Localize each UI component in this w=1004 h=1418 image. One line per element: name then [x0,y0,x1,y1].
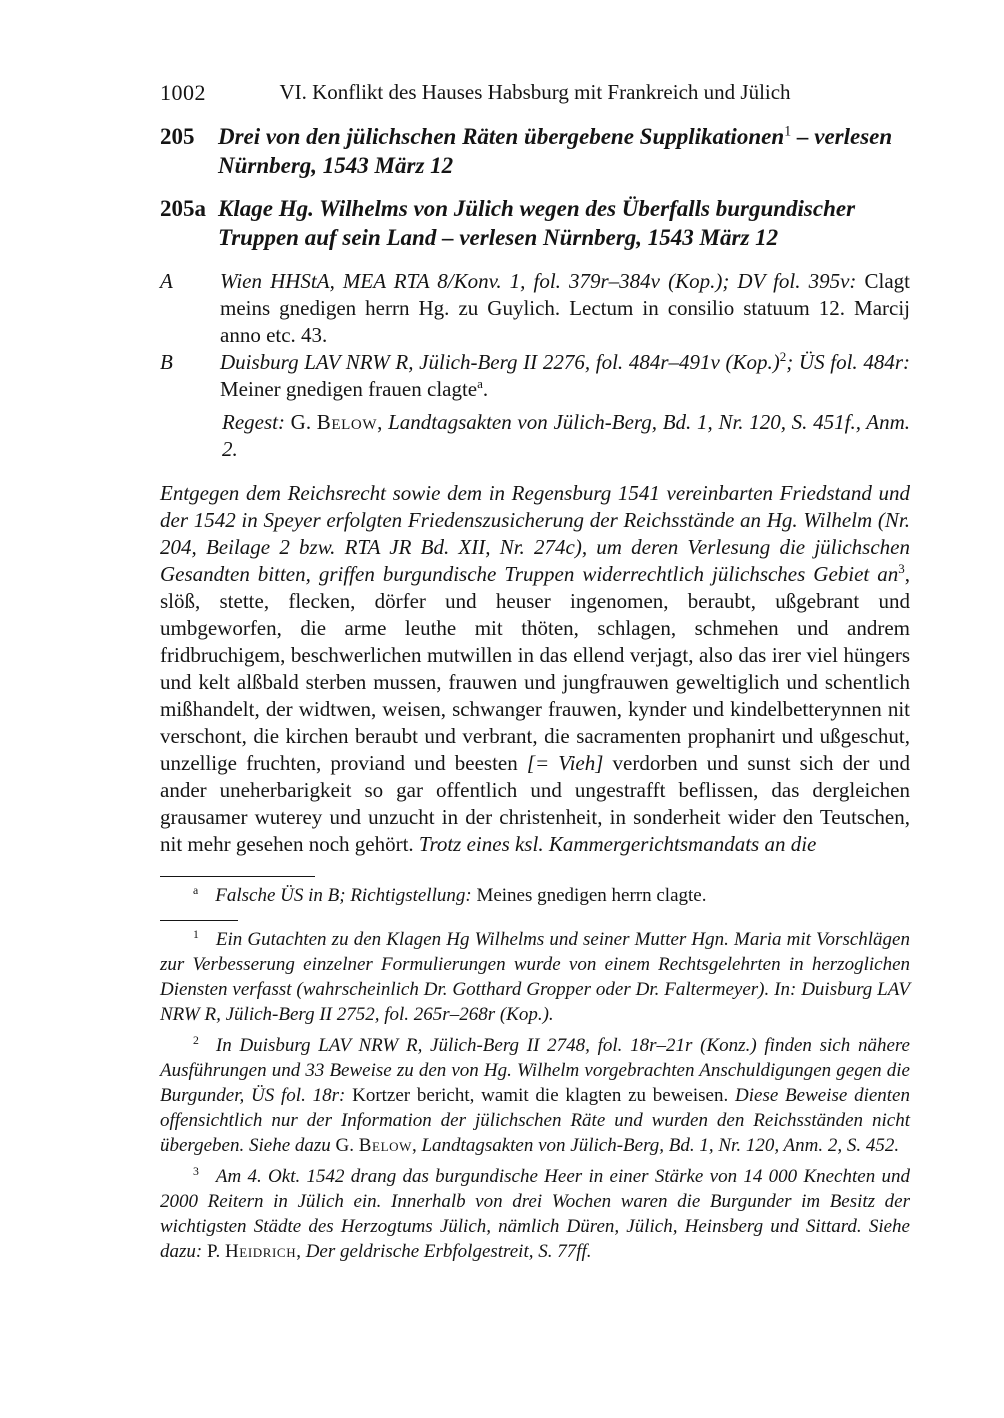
text-run: Der geldrische Erbfolgestreit, S. 77ff. [305,1241,592,1262]
footnote-3 [160,1164,910,1264]
running-head: VI. Konflikt des Hauses Habsburg mit Frankreich und Jülich [279,80,791,104]
text-run: Duisburg LAV NRW R, Jülich-Berg II 2276, fol. 484r–491v (Kop.) [220,350,780,374]
source-list [160,268,910,403]
text-run: Drei von den jülichschen Räten übergebene Supplikationen [218,124,785,149]
footnote-text [160,1166,910,1262]
footnote-a [160,883,910,908]
text-run: In Duisburg LAV NRW R, Jülich-Berg II 2748, fol. 18r–21r (Konz.) finden sich nähere Ausführungen und 33 Beweise zu den von Hg. Wilhelm vorgebrachten Anschuldigungen gegen die Burgunder, ÜS fol. 18r: [160,1035,910,1106]
running-head-row [160,80,910,106]
text-run: Meines gnedigen herrn clagte. [471,885,707,906]
text-run: Clagt meins gnedigen herrn Hg. zu Guylich. Lectum in consilio statuum 12. Marcij anno etc. 43. [220,269,911,347]
text-run: [= Vieh] [526,751,604,775]
entry-title [218,194,910,252]
text-run: , [377,410,389,434]
text-run: Kortzer bericht, wamit die klagten zu beweisen. [345,1085,736,1106]
footnote-1 [160,927,910,1027]
page-number: 1002 [160,80,206,105]
source-text [220,268,910,349]
regest-paragraph [222,409,910,463]
text-run: a [477,376,483,391]
text-run: , [296,1241,306,1262]
source-item-b [160,349,910,403]
text-run: Diese Beweise dienten offensichtlich nur der Information der jülichschen Räte und wurden den Reichsständen nicht übergeben. Siehe dazu [160,1085,910,1156]
text-run: G. [330,1135,359,1156]
entry-number: 205a [160,196,206,221]
text-run: Ein Gutachten zu den Klagen Hg Wilhelms und seiner Mutter Hgn. Maria mit Vorschlägen zur Verbesserung einzelner Formulierungen wurde von einem Rechtsgelehrten in herzoglichen Diensten verfasst (wahrscheinlich Dr. Gotthard Gropper oder Dr. Faltermeyer). In: Duisburg LAV NRW R, Jülich-Berg II 2752, fol. 265r–268r (Kop.). [160,929,910,1025]
text-run: 2 [779,349,787,364]
entry-number: 205 [160,124,195,149]
source-text [220,349,910,403]
text-run: G. [284,410,317,434]
source-item-a [160,268,910,349]
text-run: ; ÜS fol. 484r: [786,350,910,374]
text-run: Am 4. Okt. 1542 drang das burgundische Heer in einer Stärke von 14 000 Knechten und 2000 Reitern in Jülich ein. Innerhalb von drei Wochen waren die Burgunder im Besitz der wichtigsten Städte des Herzogtums Jülich, nämlich Düren, Jülich, Heinsberg und Sittard. Siehe dazu: [160,1166,910,1262]
text-run: Below [316,410,378,434]
footnote-marker: 1 [193,927,199,941]
text-run: Regest: [222,410,285,434]
text-run: , [411,1135,422,1156]
entry-title [218,122,910,180]
footnote-2 [160,1033,910,1158]
text-run: verdorben und sunst sich der und ander uneherbarigkeit so gar offentlich und ungestrafft beflissen, das dergleichen grausamer wuterey und unzucht in der christenheit, in sonderheit wider den Teutschen, nit mehr gesehen noch gehört. [160,751,911,856]
text-run: Below [358,1135,412,1156]
text-run: – verlesen Nürnberg, 1543 März 12 [218,124,893,178]
footnote-separator-letters [160,876,315,877]
text-run: 1 [784,123,792,140]
text-run: P. [202,1241,225,1262]
text-run: Entgegen dem Reichsrecht sowie dem in Regensburg 1541 vereinbarten Friedstand und der 1542 in Speyer erfolgten Friedenszusicherung der Reichsstände an Hg. Wilhelm (Nr. 204, Beilage 2 bzw. RTA JR Bd. XII, Nr. 274c), um deren Verlesung die jülichschen Gesandten bitten, griffen burgundische Truppen widerrechtlich jülichsches Gebiet an [160,481,910,586]
entry-205a [160,194,910,252]
text-run: , slöß, stette, flecken, dörfer und heuser ingenomen, beraubt, ußgebrant und umbgeworfen, die arme leuthe mit thöten, schlagen, schmehen und andrem fridbruchigem, beschwerlichen mutwillen in das ellend verjagt, also das irer viel hüngers und kelt alßbald sterben mussen, frauwen und jungfrauwen geweltiglich und schentlich mißhandelt, der widtwen, weisen, schwanger frauwen, kynder und kindelbetterynnen nit verschont, die kirchen beraubt und verbrant, die sacramenten prophanirt und ußgeschut, unzellige fruchten, proviand und beesten [160,562,910,775]
footnote-text [160,929,910,1025]
text-run: 3 [898,561,905,576]
footnote-marker: 3 [193,1164,199,1178]
text-run: Landtagsakten von Jülich-Berg, Bd. 1, Nr. 120, S. 451f., Anm. 2. [222,410,911,461]
footnote-marker: a [193,883,199,897]
text-run: Trotz eines ksl. Kammergerichtsmandats an die [418,832,817,856]
source-letter: A [160,269,173,293]
text-run: Klage Hg. Wilhelms von Jülich wegen des Überfalls burgundischer Truppen auf sein Land – verlesen Nürnberg, 1543 März 12 [218,196,856,250]
text-run: Wien HHStA, MEA RTA 8/Konv. 1, fol. 379r–384v (Kop.); DV fol. 395v: [220,269,857,293]
entry-205 [160,122,910,180]
footnote-text [215,885,706,906]
footnote-separator-numbers [160,920,238,921]
footnote-text [160,1035,910,1156]
body-paragraph [160,480,910,858]
footnote-marker: 2 [193,1033,199,1047]
text-run: Falsche ÜS in B; Richtigstellung: [215,885,472,906]
text-run: Meiner gnedigen frauen clagte [220,377,478,401]
source-letter: B [160,350,173,374]
text-run: Heidrich [224,1241,297,1262]
text-run: . [482,377,489,401]
text-run: Landtagsakten von Jülich-Berg, Bd. 1, Nr. 120, Anm. 2, S. 452. [421,1135,900,1156]
